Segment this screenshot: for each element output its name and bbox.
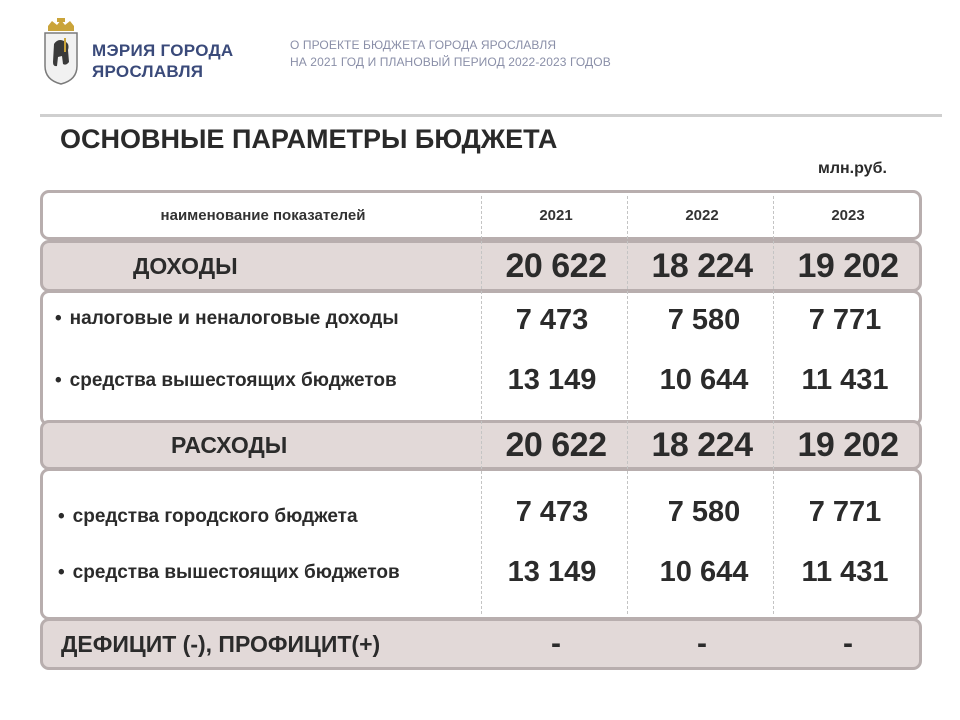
income-item-label: • налоговые и неналоговые доходы [55, 308, 399, 329]
expense-item-1-2023: 7 771 [808, 496, 882, 528]
income-item-2-text: средства вышестоящих бюджетов [69, 370, 397, 391]
income-item-2-2021: 13 149 [507, 364, 597, 396]
project-line1: О ПРОЕКТЕ БЮДЖЕТА ГОРОДА ЯРОСЛАВЛЯ [290, 38, 557, 52]
deficit-label: ДЕФИЦИТ (-), ПРОФИЦИТ(+) [61, 630, 381, 657]
deficit-2022: - [697, 627, 707, 660]
income-item-1-2021: 7 473 [515, 304, 589, 336]
income-item-label: • средства вышестоящих бюджетов [55, 370, 397, 391]
expense-2022: 18 224 [651, 425, 753, 464]
page-title: ОСНОВНЫЕ ПАРАМЕТРЫ БЮДЖЕТА [60, 124, 558, 154]
expense-item-2-text: средства вышестоящих бюджетов [72, 562, 400, 583]
expense-item-1-2022: 7 580 [667, 496, 741, 528]
column-divider [481, 196, 482, 614]
expense-item-2-2023: 11 431 [801, 556, 889, 588]
deficit-2021: - [551, 627, 561, 660]
income-item-2-2022: 10 644 [659, 364, 749, 396]
header-year-2022: 2022 [685, 206, 719, 224]
expense-2021: 20 622 [505, 425, 607, 464]
brand-line1: МЭРИЯ ГОРОДА [92, 41, 234, 60]
expense-item-label: • средства вышестоящих бюджетов [58, 562, 400, 583]
expense-item-1-2021: 7 473 [515, 496, 589, 528]
header-name: наименование показателей [160, 206, 366, 224]
expense-item-label: • средства городского бюджета [58, 506, 358, 527]
column-divider [627, 196, 628, 614]
project-caption [290, 37, 611, 71]
header-year-2021: 2021 [539, 206, 573, 224]
brand-line2: ЯРОСЛАВЛЯ [92, 62, 204, 81]
income-item-1-2022: 7 580 [667, 304, 741, 336]
project-line2: НА 2021 ГОД И ПЛАНОВЫЙ ПЕРИОД 2022-2023 ГОДОВ [290, 55, 611, 69]
income-label: ДОХОДЫ [133, 252, 238, 279]
column-divider [773, 196, 774, 614]
income-item-1-2023: 7 771 [808, 304, 882, 336]
header-divider [40, 114, 942, 117]
coat-of-arms-icon [42, 16, 80, 86]
brand-name [92, 40, 234, 82]
expense-label: РАСХОДЫ [171, 431, 288, 458]
deficit-2023: - [843, 627, 853, 660]
unit-label: млн.руб. [818, 160, 887, 177]
income-2022: 18 224 [651, 246, 753, 285]
income-2021: 20 622 [505, 246, 607, 285]
expense-item-2-2022: 10 644 [659, 556, 749, 588]
expense-2023: 19 202 [797, 425, 899, 464]
expense-item-2-2021: 13 149 [507, 556, 597, 588]
expense-item-1-text: средства городского бюджета [72, 506, 358, 527]
income-item-2-2023: 11 431 [801, 364, 889, 396]
income-item-1-text: налоговые и неналоговые доходы [69, 308, 399, 329]
header-year-2023: 2023 [831, 206, 865, 224]
income-2023: 19 202 [797, 246, 899, 285]
deficit-row [40, 618, 922, 670]
